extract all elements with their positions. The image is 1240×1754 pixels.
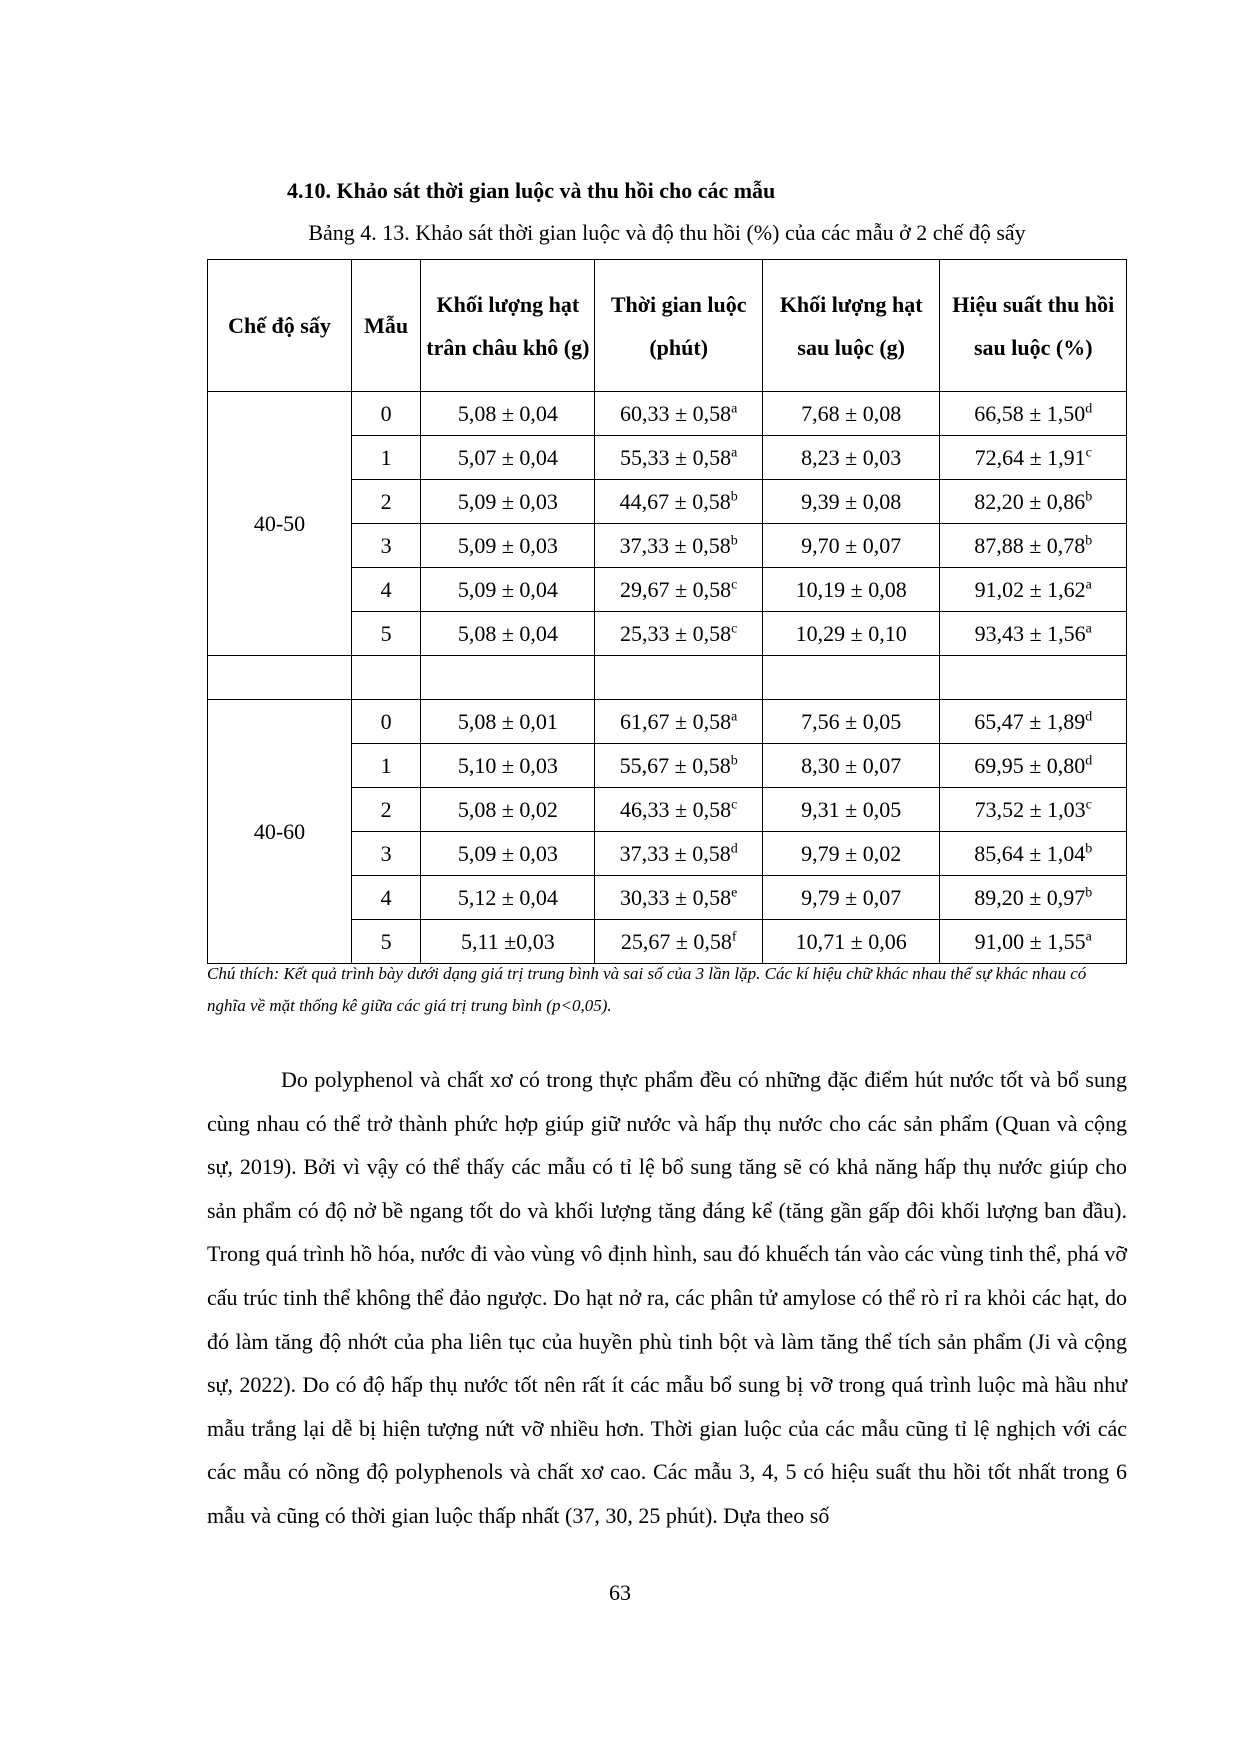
thoi-gian-significance: d <box>730 841 738 857</box>
cell-thoi-gian-luoc <box>595 788 762 832</box>
blank-cell <box>352 656 421 700</box>
cell-mau: 1 <box>352 744 421 788</box>
cell-hieu-suat <box>940 524 1127 568</box>
cell-khoi-luong-sau-luoc: 9,31 ± 0,05 <box>762 788 940 832</box>
thoi-gian-significance: c <box>731 797 738 813</box>
thoi-gian-significance: a <box>731 401 738 417</box>
cell-khoi-luong-kho: 5,11 ±0,03 <box>421 920 595 964</box>
cell-hieu-suat <box>940 436 1127 480</box>
thoi-gian-significance: c <box>731 577 738 593</box>
cell-khoi-luong-kho: 5,10 ± 0,03 <box>421 744 595 788</box>
cell-khoi-luong-kho: 5,09 ± 0,03 <box>421 832 595 876</box>
body-paragraph: Do polyphenol và chất xơ có trong thực phẩm đều có những đặc điểm hút nước tốt và bổ sung cùng nhau có thể trở thành phức hợp giúp giữ nước và hấp thụ nước cho các sản phẩm (Quan và cộng sự, 2019). Bởi vì vậy có thể thấy các mẫu có tỉ lệ bổ sung tăng sẽ có khả năng hấp thụ nước giúp cho sản phẩm có độ nở bề ngang tốt do và khối lượng tăng đáng kể (tăng gần gấp đôi khối lượng ban đầu). Trong quá trình hồ hóa, nước đi vào vùng vô định hình, sau đó khuếch tán vào các vùng tinh thể, phá vỡ cấu trúc tinh thể không thể đảo ngược. Do hạt nở ra, các phân tử amylose có thể rò rỉ ra khỏi các hạt, do đó làm tăng độ nhớt của pha liên tục của huyền phù tinh bột và làm tăng thể tích sản phẩm (Ji và cộng sự, 2022). Do có độ hấp thụ nước tốt nên rất ít các mẫu bổ sung bị vỡ trong quá trình luộc mà hầu như mẫu trắng lại dễ bị hiện tượng nứt vỡ nhiều hơn. Thời gian luộc của các mẫu cũng tỉ lệ nghịch với các các mẫu có nồng độ polyphenols và chất xơ cao. Các mẫu 3, 4, 5 có hiệu suất thu hồi tốt nhất trong 6 mẫu và cũng có thời gian luộc thấp nhất (37, 30, 25 phút). Dựa theo số <box>207 1067 1127 1528</box>
cell-khoi-luong-sau-luoc: 9,79 ± 0,02 <box>762 832 940 876</box>
cell-mau: 0 <box>352 700 421 744</box>
hieu-suat-significance: b <box>1085 489 1093 505</box>
hieu-suat-significance: b <box>1085 885 1093 901</box>
cell-hieu-suat <box>940 392 1127 436</box>
cell-khoi-luong-kho: 5,08 ± 0,01 <box>421 700 595 744</box>
hieu-suat-significance: c <box>1085 797 1092 813</box>
hieu-suat-value: 93,43 ± 1,56 <box>974 620 1086 646</box>
hieu-suat-value: 72,64 ± 1,91 <box>974 444 1086 470</box>
cell-khoi-luong-sau-luoc: 7,56 ± 0,05 <box>762 700 940 744</box>
thoi-gian-value: 37,33 ± 0,58 <box>619 532 731 558</box>
hieu-suat-value: 89,20 ± 0,97 <box>974 884 1086 910</box>
cell-thoi-gian-luoc <box>595 392 762 436</box>
hieu-suat-significance: a <box>1085 929 1092 945</box>
thoi-gian-significance: b <box>730 753 738 769</box>
cell-khoi-luong-sau-luoc: 7,68 ± 0,08 <box>762 392 940 436</box>
cell-khoi-luong-kho: 5,08 ± 0,04 <box>421 612 595 656</box>
thoi-gian-value: 30,33 ± 0,58 <box>620 884 732 910</box>
thoi-gian-value: 55,33 ± 0,58 <box>620 444 732 470</box>
cell-khoi-luong-kho: 5,12 ± 0,04 <box>421 876 595 920</box>
thoi-gian-significance: f <box>731 929 737 945</box>
results-table <box>207 259 1127 964</box>
cell-mau: 0 <box>352 392 421 436</box>
hieu-suat-significance: a <box>1085 621 1092 637</box>
cell-thoi-gian-luoc <box>595 612 762 656</box>
hieu-suat-significance: d <box>1085 401 1093 417</box>
blank-cell <box>421 656 595 700</box>
hieu-suat-value: 65,47 ± 1,89 <box>974 708 1086 734</box>
thoi-gian-value: 25,67 ± 0,58 <box>620 928 732 954</box>
cell-hieu-suat <box>940 568 1127 612</box>
hieu-suat-value: 69,95 ± 0,80 <box>974 752 1086 778</box>
header-mau: Mẫu <box>352 260 421 392</box>
table-caption: Bảng 4. 13. Khảo sát thời gian luộc và độ thu hồi (%) của các mẫu ở 2 chế độ sấy <box>308 220 1026 245</box>
hieu-suat-value: 91,02 ± 1,62 <box>974 576 1086 602</box>
hieu-suat-value: 73,52 ± 1,03 <box>974 796 1086 822</box>
section-heading: 4.10. Khảo sát thời gian luộc và thu hồi cho các mẫu <box>287 178 776 203</box>
blank-cell <box>595 656 762 700</box>
cell-mau: 3 <box>352 524 421 568</box>
cell-thoi-gian-luoc <box>595 436 762 480</box>
table-body <box>208 392 1127 964</box>
cell-hieu-suat <box>940 612 1127 656</box>
cell-khoi-luong-kho: 5,08 ± 0,04 <box>421 392 595 436</box>
cell-khoi-luong-kho: 5,09 ± 0,03 <box>421 524 595 568</box>
cell-thoi-gian-luoc <box>595 480 762 524</box>
hieu-suat-significance: c <box>1085 445 1092 461</box>
thoi-gian-value: 29,67 ± 0,58 <box>620 576 732 602</box>
blank-cell <box>762 656 940 700</box>
hieu-suat-significance: a <box>1085 577 1092 593</box>
table-header-row <box>208 260 1127 392</box>
cell-khoi-luong-kho: 5,09 ± 0,03 <box>421 480 595 524</box>
cell-khoi-luong-kho: 5,08 ± 0,02 <box>421 788 595 832</box>
cell-thoi-gian-luoc <box>595 832 762 876</box>
cell-thoi-gian-luoc <box>595 524 762 568</box>
table-row <box>208 392 1127 436</box>
cell-hieu-suat <box>940 788 1127 832</box>
thoi-gian-significance: b <box>730 489 738 505</box>
cell-hieu-suat <box>940 744 1127 788</box>
hieu-suat-value: 66,58 ± 1,50 <box>974 400 1086 426</box>
thoi-gian-value: 46,33 ± 0,58 <box>620 796 732 822</box>
table-row <box>208 700 1127 744</box>
hieu-suat-significance: d <box>1085 709 1093 725</box>
cell-khoi-luong-sau-luoc: 8,30 ± 0,07 <box>762 744 940 788</box>
thoi-gian-value: 44,67 ± 0,58 <box>619 488 731 514</box>
thoi-gian-value: 37,33 ± 0,58 <box>619 840 731 866</box>
cell-thoi-gian-luoc <box>595 700 762 744</box>
cell-hieu-suat <box>940 480 1127 524</box>
group-label-cell: 40-60 <box>208 700 352 964</box>
thoi-gian-significance: a <box>731 709 738 725</box>
cell-khoi-luong-sau-luoc: 9,70 ± 0,07 <box>762 524 940 568</box>
cell-thoi-gian-luoc <box>595 876 762 920</box>
cell-khoi-luong-sau-luoc: 10,29 ± 0,10 <box>762 612 940 656</box>
table-note: Chú thích: Kết quả trình bày dưới dạng giá trị trung bình và sai số của 3 lần lặp. Các kí hiệu chữ khác nhau thể sự khác nhau có nghĩa về mặt thống kê giữa các giá trị trung bình (p<0,05). <box>207 964 1087 1015</box>
hieu-suat-significance: b <box>1085 533 1093 549</box>
cell-mau: 2 <box>352 480 421 524</box>
thoi-gian-significance: c <box>731 621 738 637</box>
thoi-gian-value: 55,67 ± 0,58 <box>619 752 731 778</box>
hieu-suat-value: 91,00 ± 1,55 <box>974 928 1086 954</box>
cell-khoi-luong-sau-luoc: 9,79 ± 0,07 <box>762 876 940 920</box>
cell-mau: 1 <box>352 436 421 480</box>
cell-hieu-suat <box>940 920 1127 964</box>
thoi-gian-value: 25,33 ± 0,58 <box>620 620 732 646</box>
cell-khoi-luong-sau-luoc: 9,39 ± 0,08 <box>762 480 940 524</box>
thoi-gian-value: 61,67 ± 0,58 <box>620 708 732 734</box>
cell-hieu-suat <box>940 700 1127 744</box>
page-number: 63 <box>609 1580 631 1605</box>
blank-cell <box>940 656 1127 700</box>
cell-mau: 4 <box>352 568 421 612</box>
cell-khoi-luong-sau-luoc: 10,71 ± 0,06 <box>762 920 940 964</box>
cell-khoi-luong-kho: 5,09 ± 0,04 <box>421 568 595 612</box>
cell-mau: 5 <box>352 920 421 964</box>
thoi-gian-significance: e <box>731 885 738 901</box>
cell-mau: 2 <box>352 788 421 832</box>
cell-thoi-gian-luoc <box>595 744 762 788</box>
hieu-suat-value: 82,20 ± 0,86 <box>974 488 1086 514</box>
cell-thoi-gian-luoc <box>595 568 762 612</box>
cell-mau: 4 <box>352 876 421 920</box>
cell-khoi-luong-sau-luoc: 8,23 ± 0,03 <box>762 436 940 480</box>
thoi-gian-value: 60,33 ± 0,58 <box>620 400 732 426</box>
blank-separator-row <box>208 656 1127 700</box>
hieu-suat-significance: d <box>1085 753 1093 769</box>
header-che-do-say: Chế độ sấy <box>208 260 352 392</box>
cell-mau: 5 <box>352 612 421 656</box>
cell-thoi-gian-luoc <box>595 920 762 964</box>
hieu-suat-value: 85,64 ± 1,04 <box>974 840 1086 866</box>
thoi-gian-significance: a <box>731 445 738 461</box>
cell-hieu-suat <box>940 832 1127 876</box>
blank-cell <box>208 656 352 700</box>
thoi-gian-significance: b <box>730 533 738 549</box>
cell-khoi-luong-sau-luoc: 10,19 ± 0,08 <box>762 568 940 612</box>
group-label-cell: 40-50 <box>208 392 352 656</box>
cell-khoi-luong-kho: 5,07 ± 0,04 <box>421 436 595 480</box>
header-khoi-luong-sau-luoc: Khối lượng hạt sau luộc (g) <box>762 260 940 392</box>
header-thoi-gian-luoc: Thời gian luộc (phút) <box>595 260 762 392</box>
hieu-suat-significance: b <box>1085 841 1093 857</box>
header-hieu-suat: Hiệu suất thu hồi sau luộc (%) <box>940 260 1127 392</box>
cell-hieu-suat <box>940 876 1127 920</box>
cell-mau: 3 <box>352 832 421 876</box>
hieu-suat-value: 87,88 ± 0,78 <box>974 532 1086 558</box>
header-khoi-luong-kho: Khối lượng hạt trân châu khô (g) <box>421 260 595 392</box>
